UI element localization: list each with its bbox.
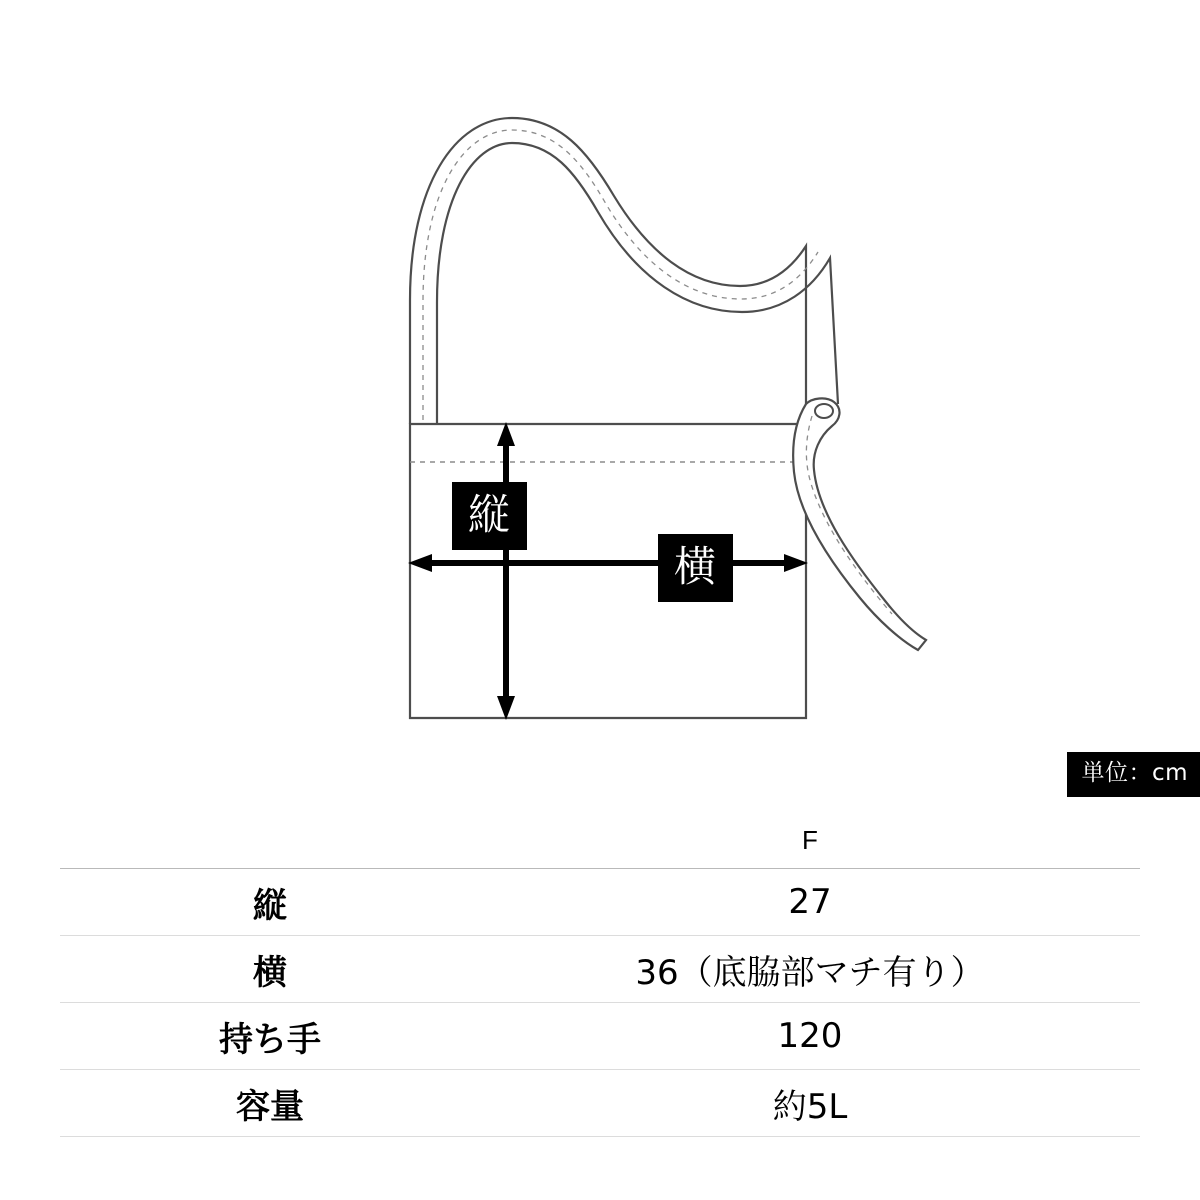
table-header-blank	[60, 812, 480, 869]
bag-strap	[410, 118, 838, 424]
width-label: 横	[658, 534, 733, 602]
row-label-capacity: 容量	[60, 1070, 480, 1137]
unit-badge: 単位：cm	[1067, 752, 1200, 797]
bag-body	[410, 424, 806, 718]
row-label-width: 横	[60, 936, 480, 1003]
size-header-f: F	[480, 812, 1140, 869]
row-value-height: 27	[480, 869, 1140, 936]
table-row	[60, 1003, 1140, 1070]
strap-tail	[793, 398, 926, 650]
row-value-width: 36（底脇部マチ有り）	[480, 936, 1140, 1003]
height-label: 縦	[452, 482, 527, 550]
table-header-row	[60, 812, 1140, 869]
row-label-handle: 持ち手	[60, 1003, 480, 1070]
table-row	[60, 1070, 1140, 1137]
table-row	[60, 869, 1140, 936]
row-label-height: 縦	[60, 869, 480, 936]
row-value-capacity: 約5L	[480, 1070, 1140, 1137]
specification-table	[60, 812, 1140, 1137]
row-value-handle: 120	[480, 1003, 1140, 1070]
table-row	[60, 936, 1140, 1003]
